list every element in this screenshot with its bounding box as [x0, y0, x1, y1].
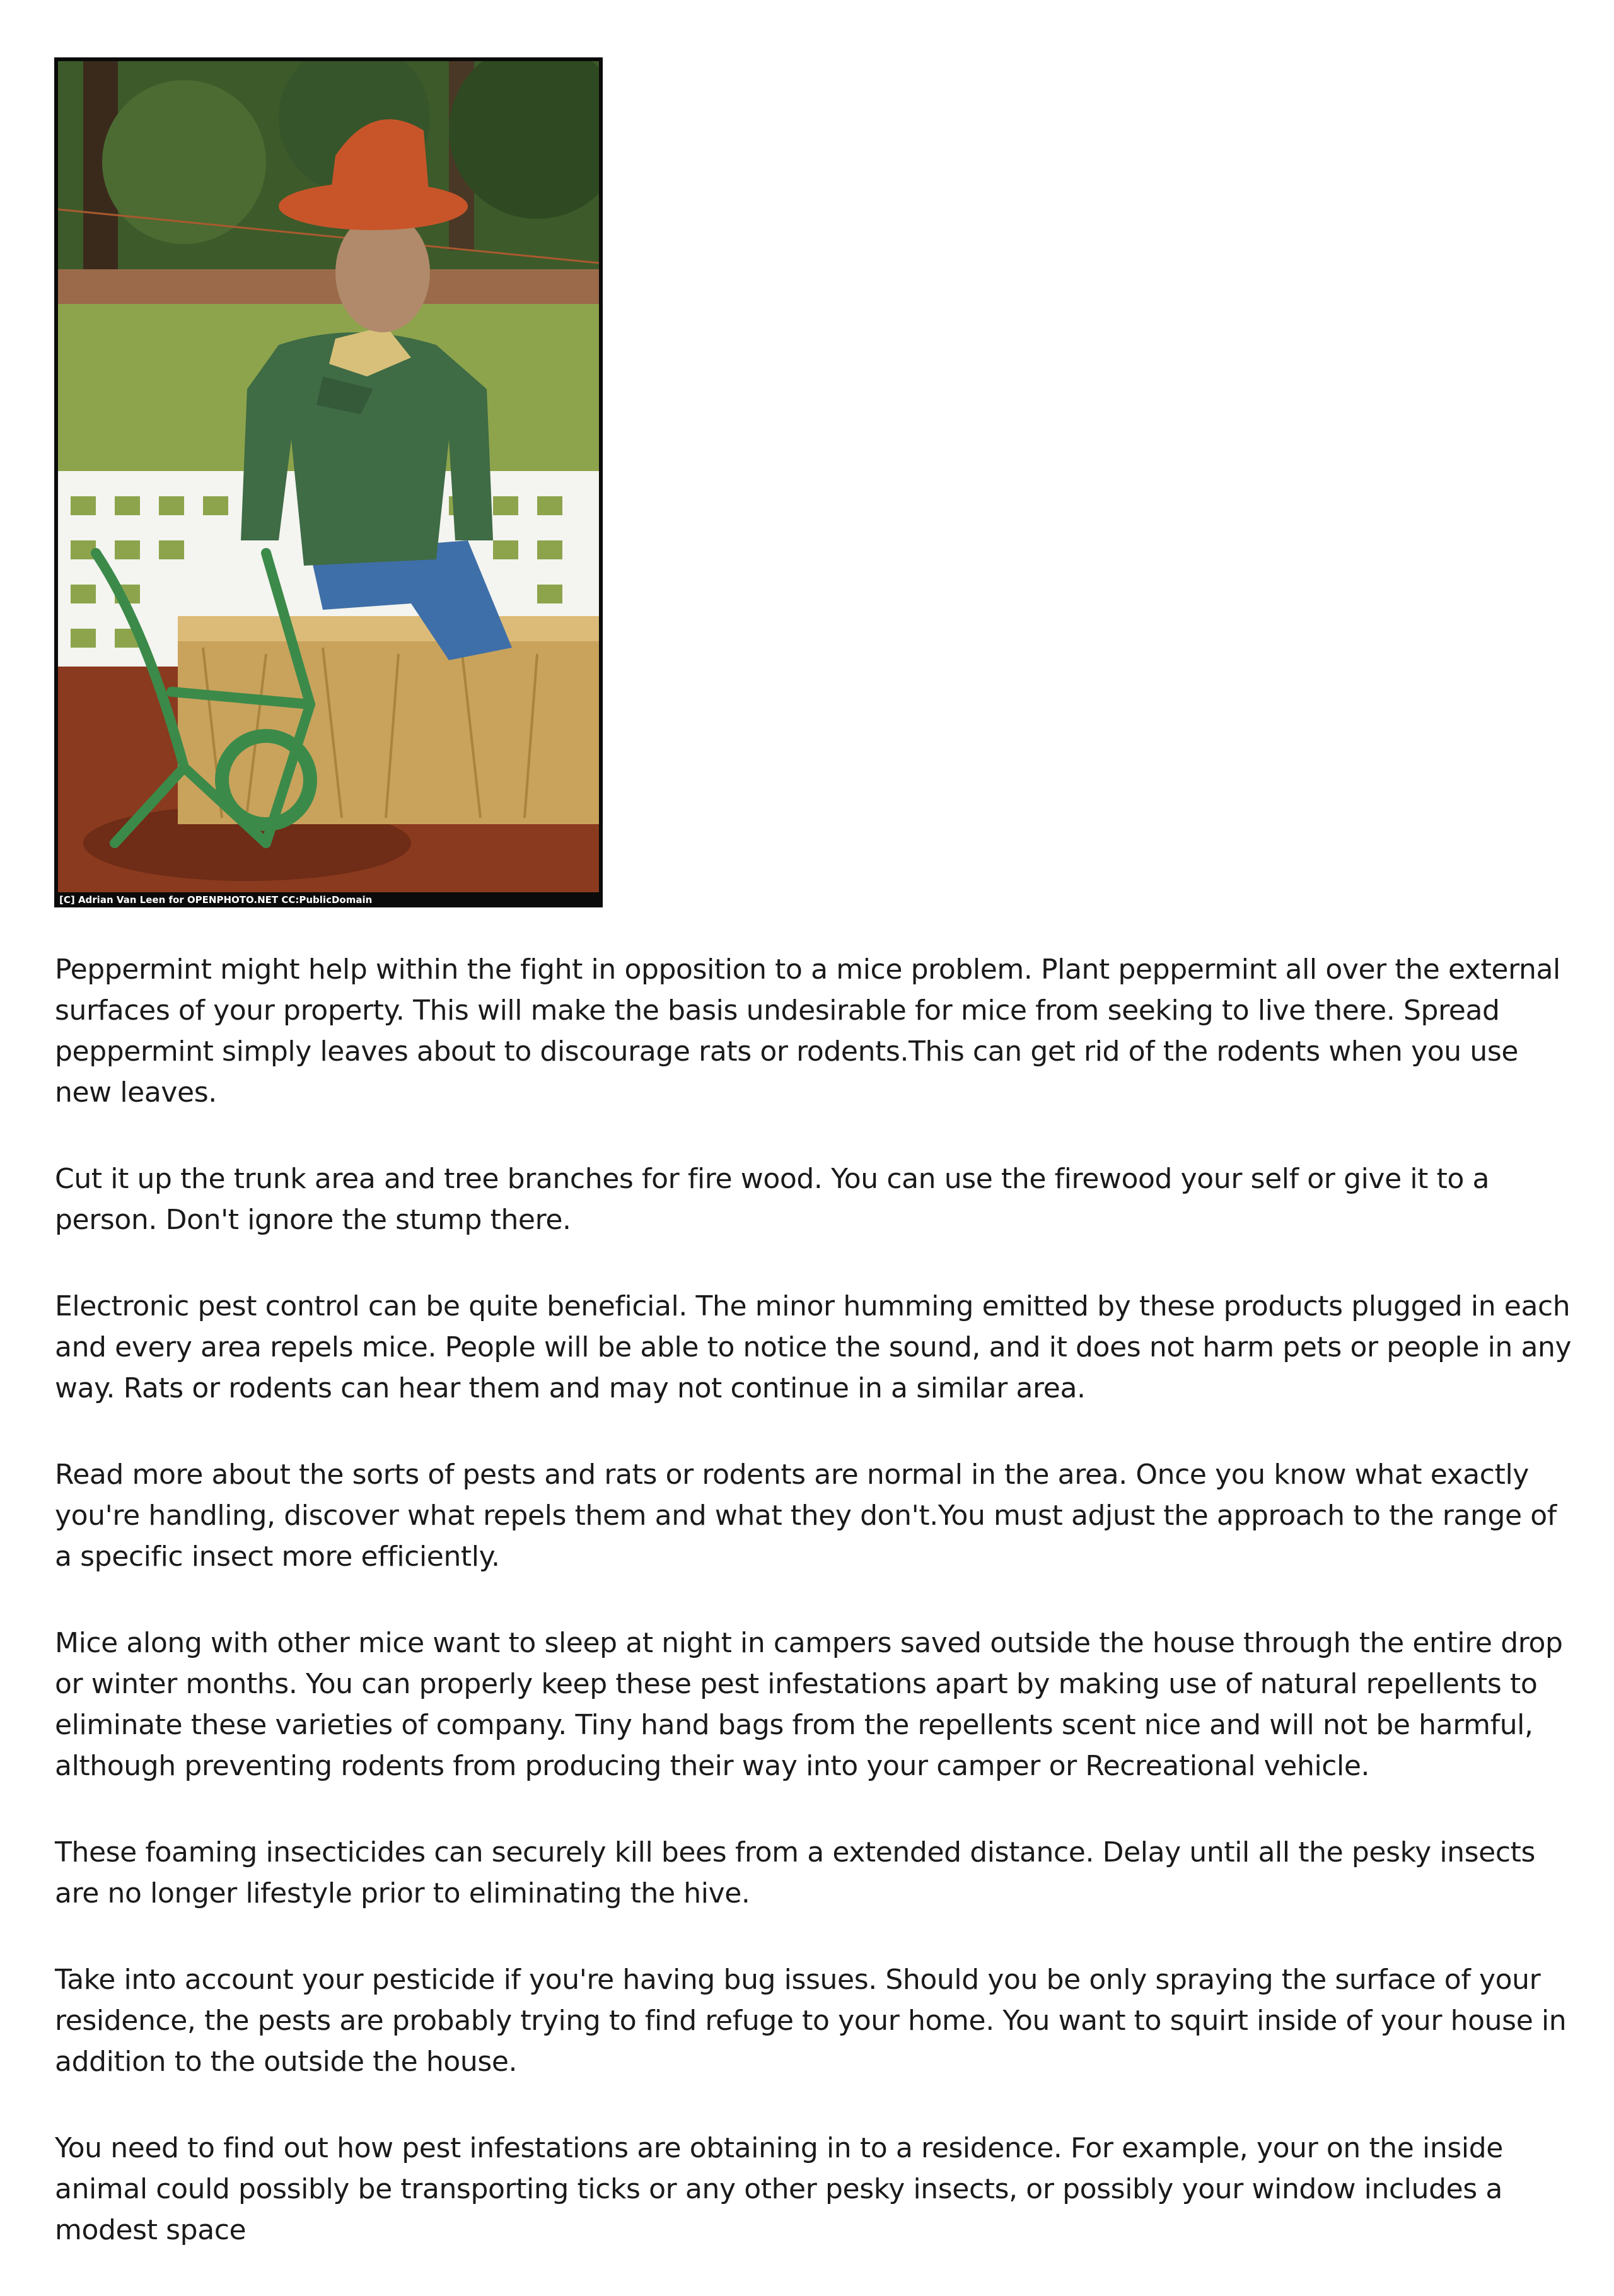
- paragraph-firewood: Cut it up the trunk area and tree branches for fire wood. You can use the firewood your self or give it to a person. Don't ignore the stump there.: [55, 1163, 1490, 1236]
- paragraph-electronic-pest-control: Electronic pest control can be quite beneficial. The minor humming emitted by these products plugged in each and every area repels mice. People will be able to notice the sound, and it does not harm pets or people in any way. Rats or rodents can hear them and may not continue in a similar area.: [55, 1290, 1572, 1404]
- paragraph-peppermint: Peppermint might help within the fight in opposition to a mice problem. Plant peppermint all over the external surfaces of your property. This will make the basis undesirable for mice from seeking to live there. Spread peppermint simply leaves about to discourage rats or rodents.This can get rid of the rodents when you use new leaves.: [55, 953, 1560, 1109]
- paragraph-foaming-insecticides: These foaming insecticides can securely kill bees from a extended distance. Delay until all the pesky insects are no longer lifestyle prior to eliminating the hive.: [55, 1836, 1535, 1909]
- paragraph-campers: Mice along with other mice want to sleep at night in campers saved outside the house through the entire drop or winter months. You can properly keep these pest infestations apart by making use of natural repellents to eliminate these varieties of company. Tiny hand bags from the repellents scent nice and will not be harmful, although preventing rodents from producing their way into your camper or Recreational vehicle.: [55, 1627, 1563, 1782]
- paragraph-read-more: Read more about the sorts of pests and rats or rodents are normal in the area. Once you know what exactly you're handling, discover what repels them and what they don't.You must adjust the approach to the range of a specific insect more efficiently.: [55, 1459, 1557, 1573]
- paragraph-pest-entry: You need to find out how pest infestations are obtaining in to a residence. For example, your on the inside animal could possibly be transporting ticks or any other pesky insects, or possibly your window includes a modest space: [55, 2132, 1503, 2246]
- photo-credit: [C] Adrian Van Leen for OPENPHOTO.NET CC:PublicDomain: [59, 894, 373, 906]
- scarecrow-photo: [54, 57, 603, 907]
- article-body: [55, 949, 1581, 2296]
- paragraph-pesticide: Take into account your pesticide if you're having bug issues. Should you be only spraying the surface of your residence, the pests are probably trying to find refuge to your home. You want to squirt inside of your house in addition to the outside the house.: [55, 1964, 1567, 2078]
- scarecrow-photo-illustration: [58, 61, 599, 892]
